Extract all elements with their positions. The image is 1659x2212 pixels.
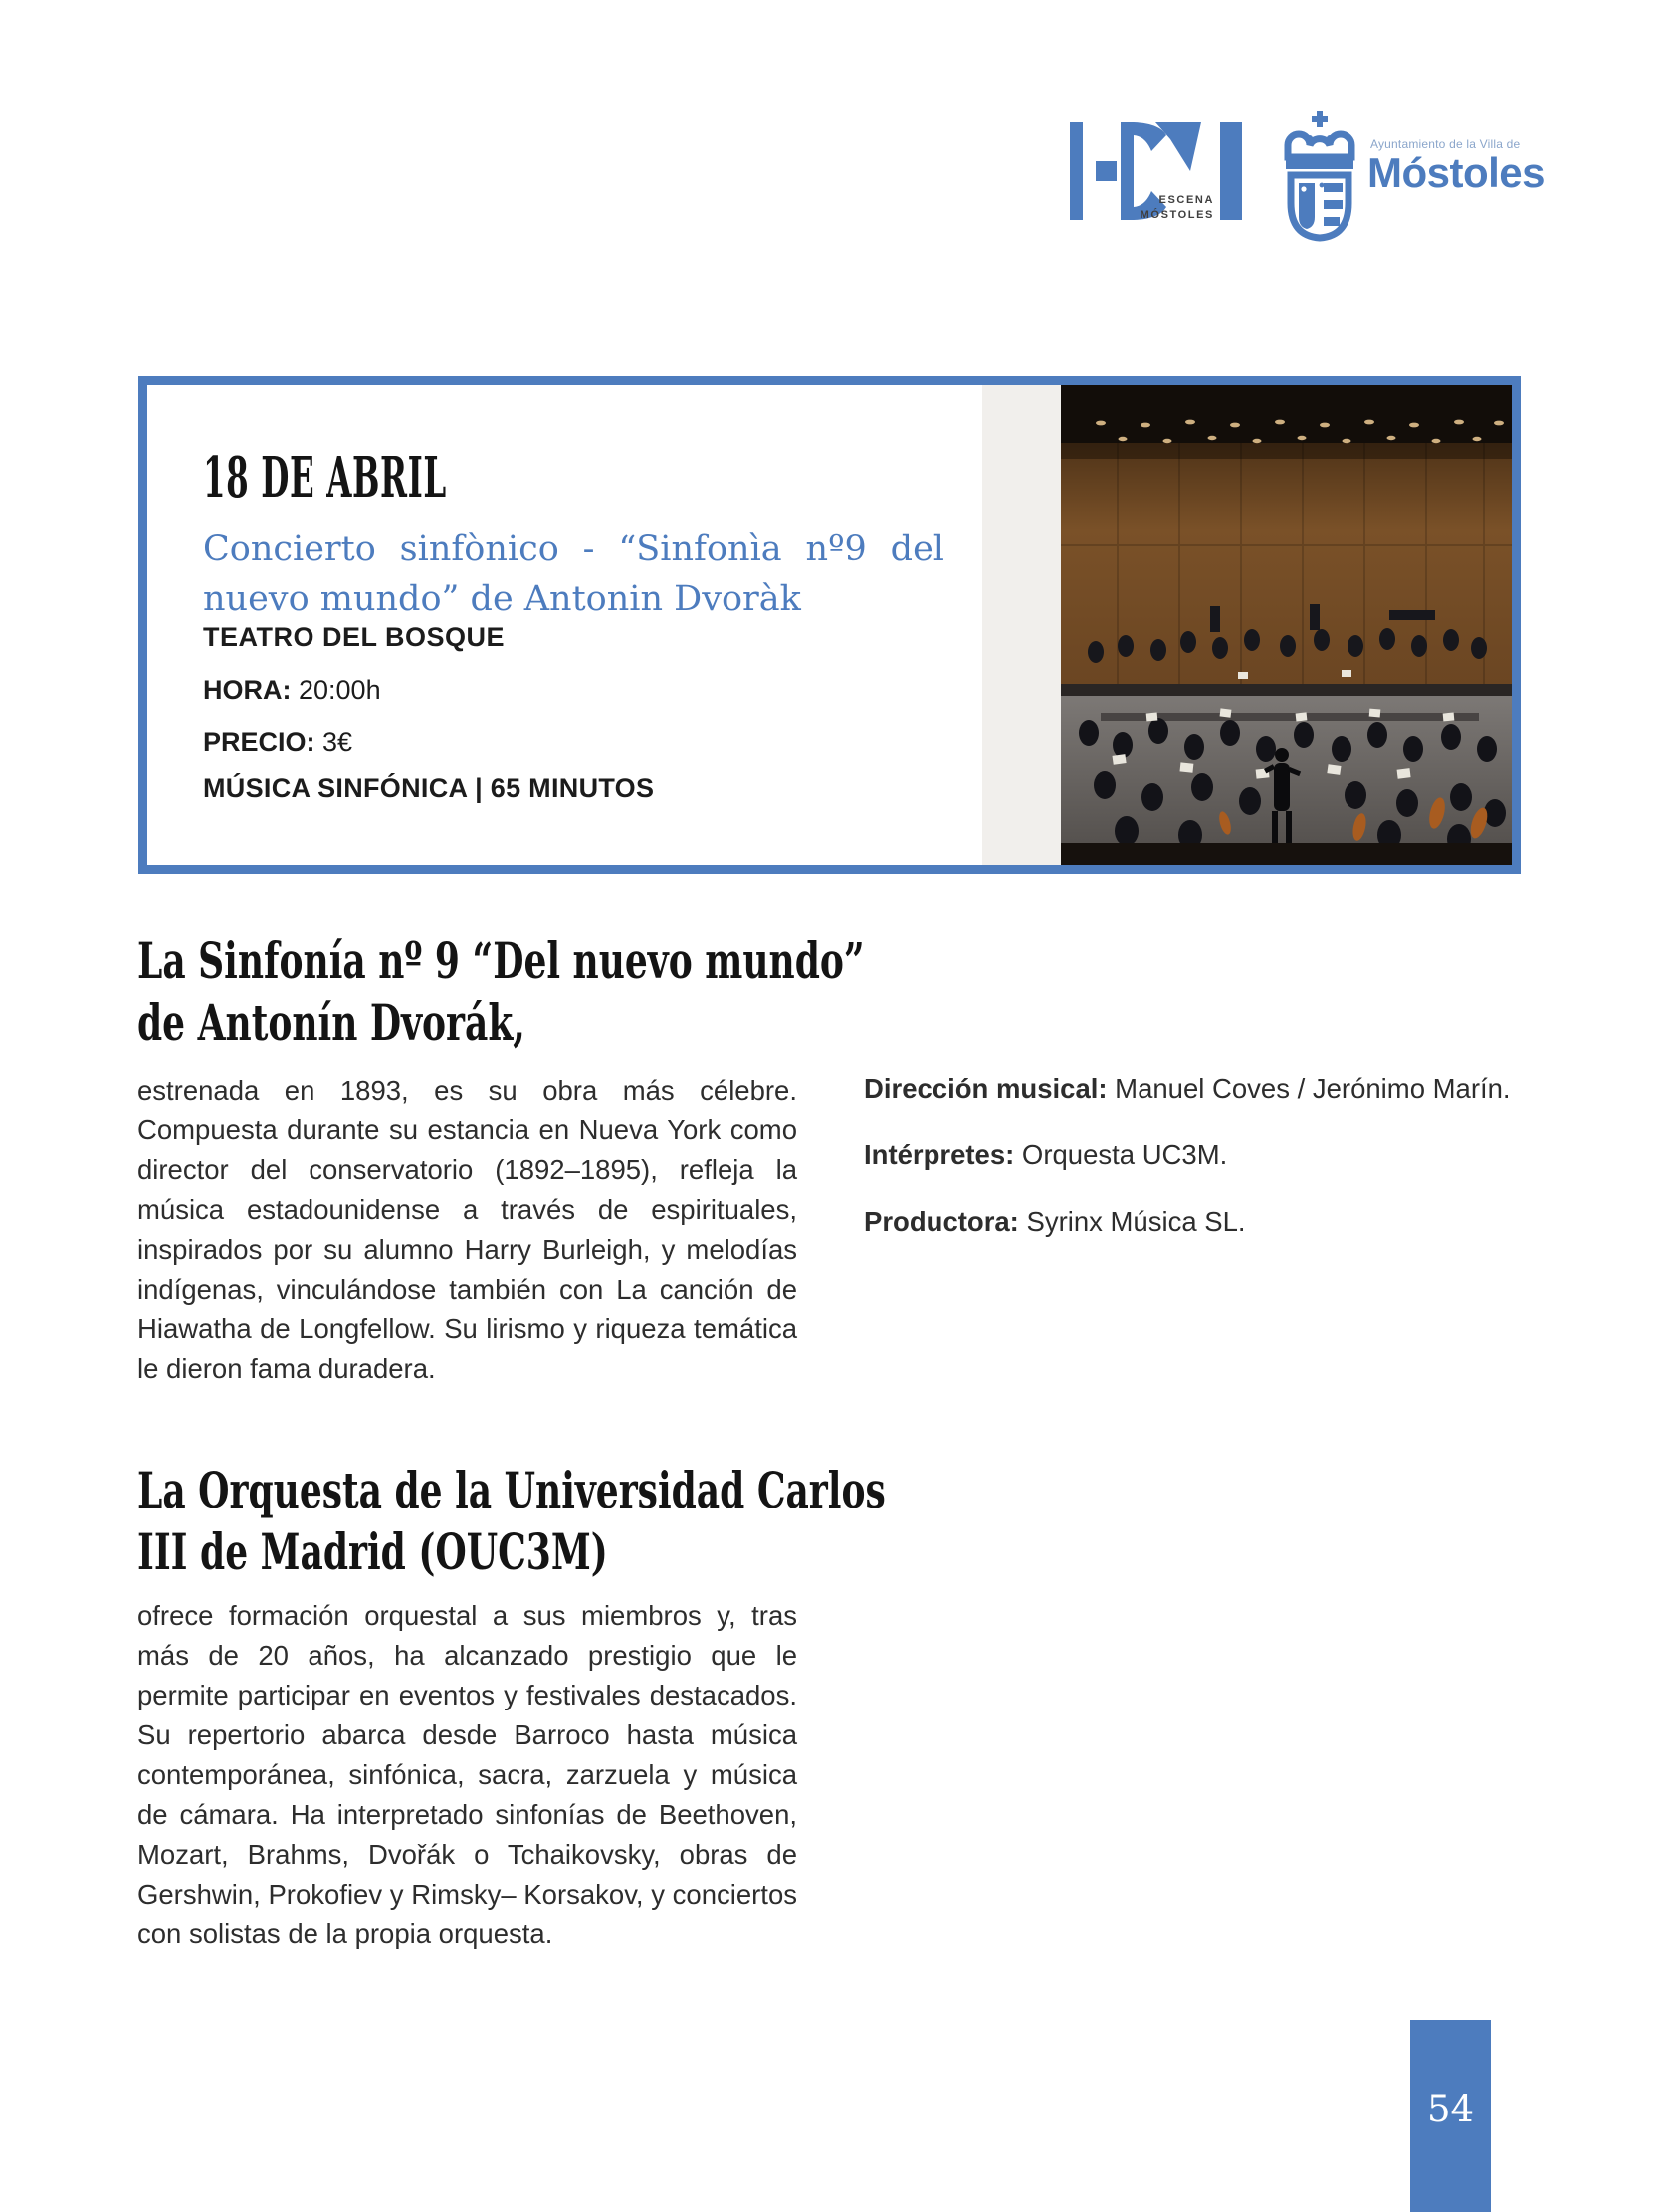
event-category: MÚSICA SINFÓNICA | 65 MINUTOS: [203, 773, 655, 803]
credits-column: [864, 1069, 1523, 1269]
credit-direccion: [864, 1069, 1523, 1108]
ayuntamiento-tagline: Ayuntamiento de la Villa de: [1370, 137, 1521, 151]
symphony-heading-line2: de Antonín Dvorák,: [137, 993, 525, 1052]
orchestra-heading-line1: La Orquesta de la Universidad Carlos: [137, 1461, 886, 1519]
credit-interpretes-label: Intérpretes:: [864, 1139, 1015, 1170]
symphony-heading: [137, 930, 865, 1054]
price-value: 3€: [314, 727, 353, 757]
credit-productora-label: Productora:: [864, 1206, 1019, 1237]
orchestra-paragraph: ofrece formación orquestal a sus miembros y, tras más de 20 años, ha alcanzado prestigio que le permite participar en eventos y festivales destacados. Su repertorio abarca desde Barroco hasta música contemporánea, sinfónica, sacra, zarzuela y música de cámara. Ha interpretado sinfonías de Beethoven, Mozart, Brahms, Dvořák o Tchaikovsky, obras de Gershwin, Prokofiev y Rimsky– Korsakov, y conciertos con solistas de la propia orquesta.: [137, 1600, 797, 1949]
credit-interpretes: [864, 1135, 1523, 1175]
symphony-paragraph: estrenada en 1893, es su obra más célebre. Compuesta durante su estancia en Nueva York como director del conservatorio (1892–1895), refleja la música estadounidense a través de espirituales, inspirados por su alumno Harry Burleigh, y melodías indígenas, vinculándose también con La canción de Hiawatha de Longfellow. Su lirismo y riqueza temática le dieron fama duradera.: [137, 1075, 797, 1384]
credit-direccion-label: Dirección musical:: [864, 1073, 1108, 1104]
price-label: PRECIO:: [203, 727, 315, 757]
event-title-line1: Concierto sinfònico - “Sinfonìa nº9 del: [203, 529, 944, 569]
time-value: 20:00h: [291, 675, 381, 704]
page-number: 54: [1426, 2088, 1475, 2130]
event-venue: TEATRO DEL BOSQUE: [203, 622, 506, 652]
orchestra-heading: [137, 1460, 886, 1583]
page-number-box: [1410, 2020, 1491, 2212]
credit-productora-value: Syrinx Música SL.: [1018, 1206, 1246, 1237]
event-card: [138, 376, 1521, 874]
event-time: [203, 675, 959, 705]
card-separator: [982, 385, 1061, 865]
escena-label: ESCENA: [1158, 194, 1214, 206]
credit-productora: [864, 1202, 1523, 1242]
event-price: [203, 727, 959, 758]
orchestra-heading-line2: III de Madrid (OUC3M): [137, 1522, 608, 1581]
ayuntamiento-city-label: Móstoles: [1367, 149, 1546, 196]
time-label: HORA:: [203, 675, 292, 704]
event-card-body: [203, 385, 944, 865]
mostoles-label: MÓSTOLES: [1140, 209, 1214, 221]
event-title: [203, 524, 944, 624]
credit-interpretes-value: Orquesta UC3M.: [1014, 1139, 1228, 1170]
orchestra-photo: [1061, 385, 1512, 865]
event-title-line2: nuevo mundo” de Antonin Dvoràk: [203, 579, 801, 619]
escena-mostoles-logo-text: [1125, 193, 1214, 223]
credit-direccion-value: Manuel Coves / Jerónimo Marín.: [1107, 1073, 1511, 1104]
event-date: 18 DE ABRIL: [203, 445, 447, 510]
symphony-heading-line1: La Sinfonía nº 9 “Del nuevo mundo”: [137, 931, 865, 990]
ayuntamiento-shield-icon: [1282, 105, 1357, 243]
